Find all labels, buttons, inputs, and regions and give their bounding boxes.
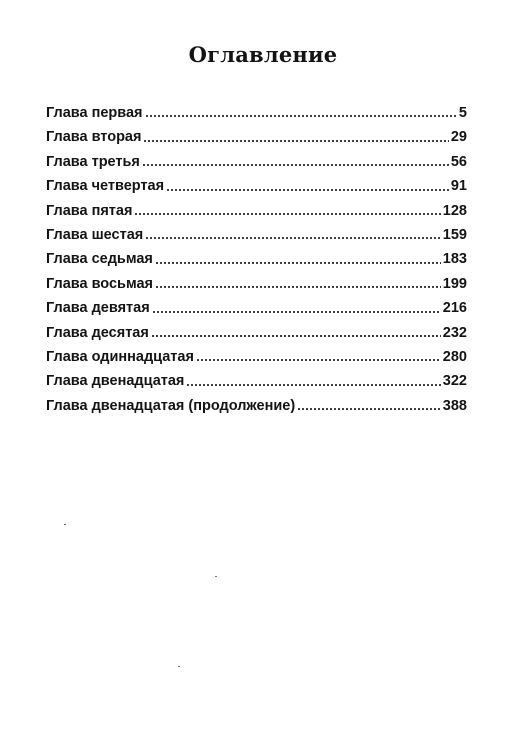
toc-entry[interactable] — [46, 272, 467, 296]
toc-entry-label: Глава двенадцатая — [46, 373, 185, 390]
toc-entry-page-number: 159 — [442, 226, 467, 243]
dot-leader — [145, 236, 441, 240]
toc-entry-page-number: 183 — [442, 251, 467, 268]
toc-entry-page-number: 5 — [458, 105, 467, 121]
toc-entry[interactable] — [46, 296, 467, 320]
toc-entry-page-number: 56 — [450, 153, 467, 170]
scan-speck — [178, 666, 180, 667]
toc-entry-label: Глава одиннадцатая — [46, 348, 194, 365]
toc-entry-label: Глава восьмая — [46, 275, 154, 292]
toc-entry-label: Глава четвертая — [46, 178, 165, 195]
toc-entry-page-number: 232 — [442, 324, 467, 341]
toc-entry-page-number: 91 — [450, 178, 467, 195]
toc-entry-page-number: 388 — [442, 397, 467, 414]
toc-entry-label: Глава вторая — [46, 129, 142, 146]
toc-entry-label: Глава третья — [46, 153, 140, 170]
toc-entry[interactable] — [46, 223, 467, 247]
toc-entry[interactable] — [46, 247, 467, 271]
toc-entry-page-number: 29 — [450, 129, 467, 146]
toc-entry[interactable] — [46, 199, 467, 223]
toc-entry-label: Глава первая — [46, 105, 143, 121]
dot-leader — [151, 334, 441, 338]
dot-leader — [186, 383, 440, 387]
toc-entry[interactable] — [46, 101, 467, 125]
dot-leader — [145, 114, 457, 118]
toc-entry-page-number: 128 — [442, 202, 467, 219]
dot-leader — [155, 285, 441, 289]
toc-entry[interactable] — [46, 369, 467, 393]
toc-entry[interactable] — [46, 321, 467, 345]
toc-entry[interactable] — [46, 345, 467, 369]
dot-leader — [152, 310, 441, 314]
toc-entry-label: Глава шестая — [46, 226, 144, 243]
toc-entry[interactable] — [46, 174, 467, 198]
toc-entry[interactable] — [46, 394, 467, 418]
toc-entry-label: Глава седьмая — [46, 251, 153, 268]
toc-entry[interactable] — [46, 150, 467, 174]
dot-leader — [166, 188, 449, 192]
toc-entry-page-number: 199 — [442, 275, 467, 292]
toc-entry-label: Глава двенадцатая (продолжение) — [46, 397, 296, 414]
toc-entry-label: Глава десятая — [46, 324, 149, 341]
dot-leader — [196, 358, 441, 362]
toc-entry-page-number: 216 — [442, 300, 467, 317]
toc-entry-page-number: 322 — [442, 373, 467, 390]
dot-leader — [143, 139, 448, 143]
dot-leader — [155, 261, 441, 265]
dot-leader — [142, 163, 449, 167]
dot-leader — [134, 212, 440, 216]
page-title: Оглавление — [188, 42, 338, 67]
dot-leader — [297, 407, 441, 411]
toc-entry-page-number: 280 — [442, 348, 467, 365]
scan-speck — [64, 524, 66, 525]
scan-speck — [215, 576, 217, 577]
toc-entry-label: Глава пятая — [46, 202, 133, 219]
toc-entry[interactable] — [46, 125, 467, 149]
toc-entry-label: Глава девятая — [46, 300, 150, 317]
table-of-contents — [46, 101, 467, 418]
